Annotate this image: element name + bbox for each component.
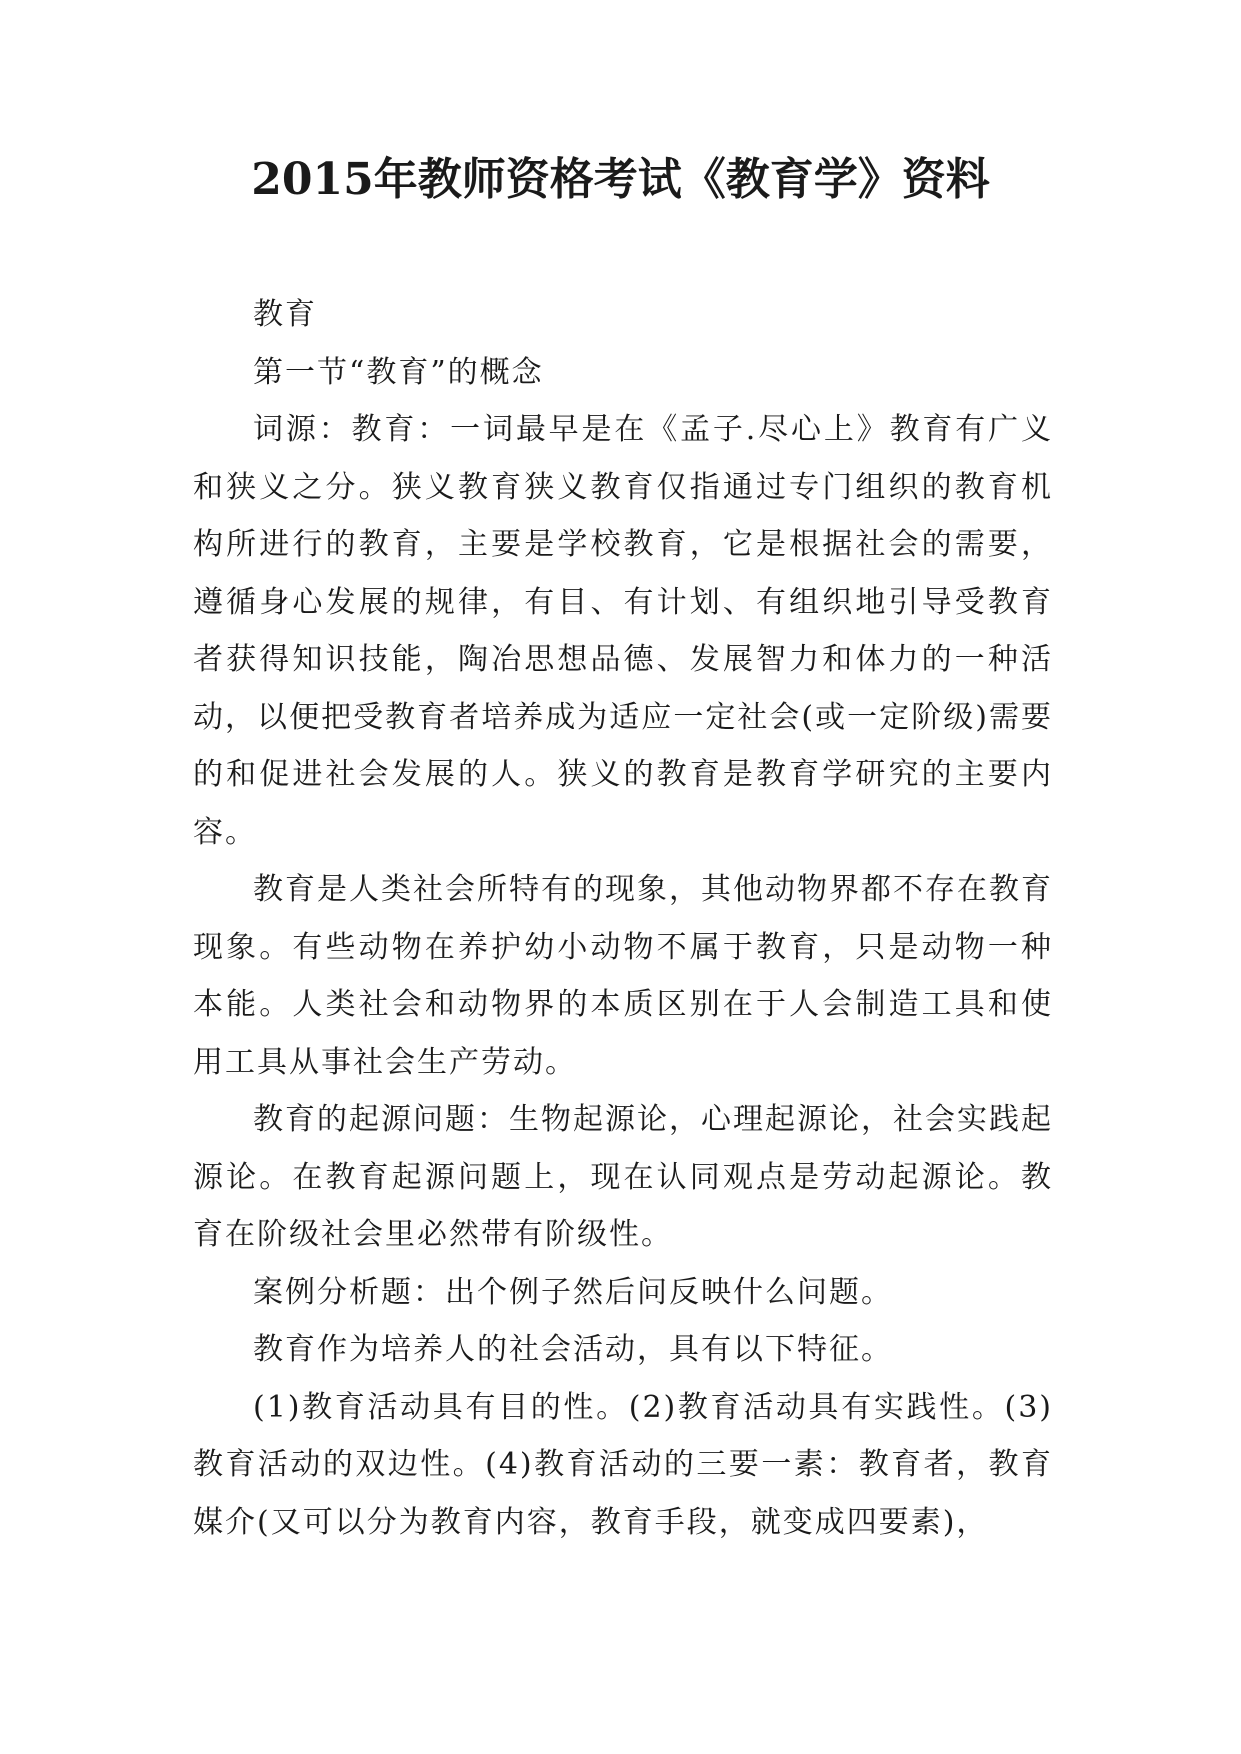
document-title: 2015年教师资格考试《教育学》资料 — [251, 154, 990, 205]
paragraph-origin: 教育的起源问题：生物起源论，心理起源论，社会实践起源论。在教育起源问题上，现在认同观点是劳动起源论。教育在阶级社会里必然带有阶级性。 — [193, 1102, 1053, 1252]
paragraph-etymology: 词源：教育：一词最早是在《孟子.尽心上》教育有广义和狭义之分。狭义教育狭义教育仅指通过专门组织的教育机构所进行的教育，主要是学校教育，它是根据社会的需要，遵循身心发展的规律，有目、有计划、有组织地引导受教育者获得知识技能，陶冶思想品德、发展智力和体力的一种活动，以便把受教育者培养成为适应一定社会(或一定阶级)需要的和促进社会发展的人。狭义的教育是教育学研究的主要内容。 — [193, 412, 1053, 850]
paragraph-characteristics-list: (1)教育活动具有目的性。(2)教育活动具有实践性。(3)教育活动的双边性。(4)教育活动的三要一素：教育者，教育媒介(又可以分为教育内容，教育手段，就变成四要素)， — [193, 1389, 1053, 1540]
paragraph-heading-education: 教育 — [253, 297, 317, 332]
paragraph-characteristics-intro: 教育作为培养人的社会活动，具有以下特征。 — [253, 1332, 893, 1367]
paragraph-case-analysis: 案例分析题：出个例子然后问反映什么问题。 — [253, 1274, 893, 1310]
document-body — [193, 286, 1053, 1551]
paragraph-human-phenomenon: 教育是人类社会所特有的现象，其他动物界都不存在教育现象。有些动物在养护幼小动物不属于教育，只是动物一种本能。人类社会和动物界的本质区别在于人会制造工具和使用工具从事社会生产劳动。 — [193, 872, 1053, 1080]
paragraph-section-title: 第一节“教育”的概念 — [253, 354, 544, 390]
